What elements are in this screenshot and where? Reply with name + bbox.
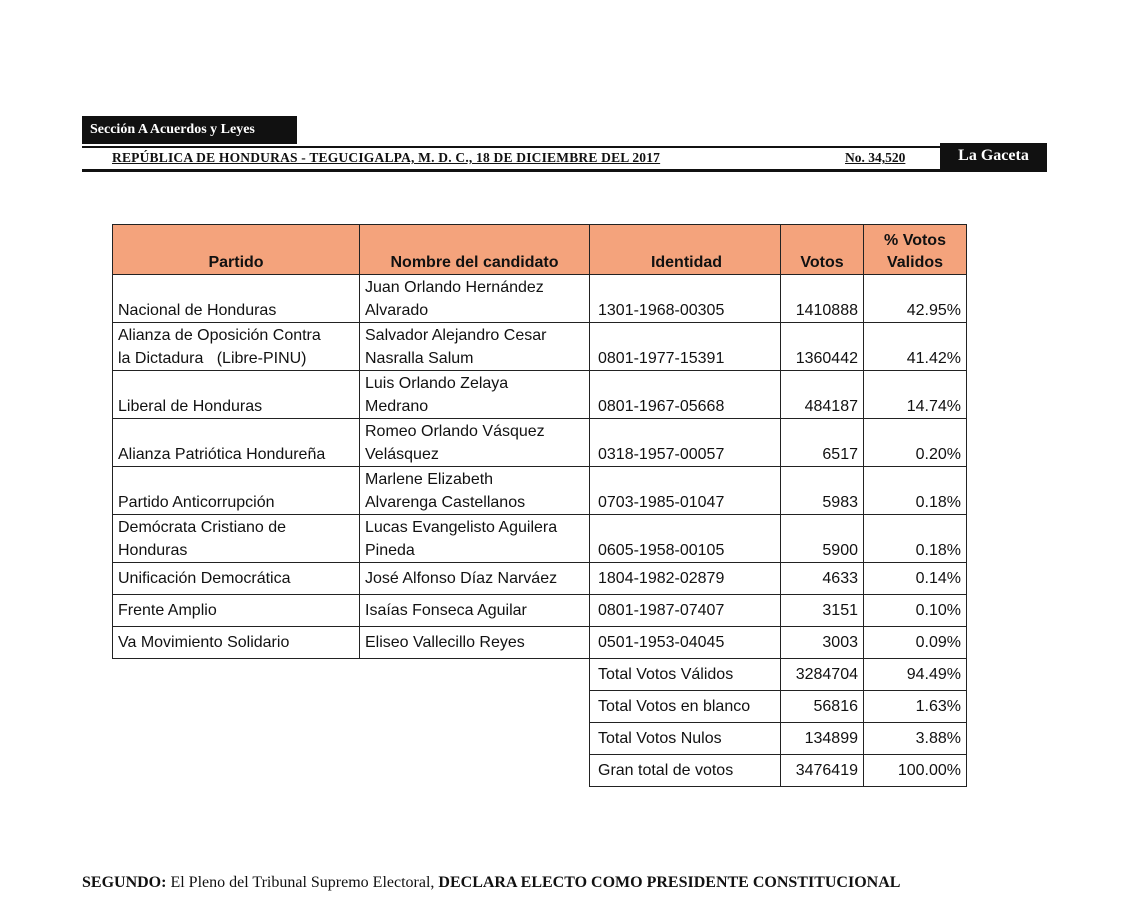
col-header-porcentaje	[864, 225, 967, 275]
cell-candidato: Isaías Fonseca Aguilar	[360, 595, 590, 627]
candidato-line-1: Salvador Alejandro Cesar	[365, 327, 547, 344]
cell-identidad: 1804-1982-02879	[590, 563, 781, 595]
table-row	[113, 419, 967, 467]
cell-candidato	[360, 467, 590, 515]
cell-votos: 5983	[781, 467, 864, 515]
candidato-line-2: Alvarado	[365, 302, 429, 319]
candidato-line-2: Medrano	[365, 398, 429, 415]
total-label: Total Votos Válidos	[590, 659, 781, 691]
totals-row	[113, 659, 967, 691]
candidato-line-1: Marlene Elizabeth	[365, 471, 494, 488]
cell-identidad: 0703-1985-01047	[590, 467, 781, 515]
cell-porcentaje: 0.20%	[864, 419, 967, 467]
publication-name: La Gaceta	[940, 143, 1047, 172]
total-votos: 3476419	[781, 755, 864, 787]
totals-row	[113, 691, 967, 723]
col-header-candidato: Nombre del candidato	[360, 225, 590, 275]
blank-cell	[113, 659, 590, 691]
cell-votos: 5900	[781, 515, 864, 563]
cell-porcentaje: 42.95%	[864, 275, 967, 323]
cell-identidad: 0605-1958-00105	[590, 515, 781, 563]
total-label: Total Votos en blanco	[590, 691, 781, 723]
total-porcentaje: 94.49%	[864, 659, 967, 691]
table-row	[113, 323, 967, 371]
election-results-table	[112, 224, 967, 787]
cell-partido: Va Movimiento Solidario	[113, 627, 360, 659]
cell-votos: 1360442	[781, 323, 864, 371]
cell-identidad: 0501-1953-04045	[590, 627, 781, 659]
cell-votos: 484187	[781, 371, 864, 419]
total-porcentaje: 100.00%	[864, 755, 967, 787]
col-header-porcentaje-l1: % Votos	[884, 232, 946, 249]
footer-paragraph	[82, 874, 900, 892]
cell-identidad: 0318-1957-00057	[590, 419, 781, 467]
cell-votos: 1410888	[781, 275, 864, 323]
cell-partido	[113, 323, 360, 371]
cell-votos: 6517	[781, 419, 864, 467]
candidato-line-1: Romeo Orlando Vásquez	[365, 423, 545, 440]
footer-emphasis: DECLARA ELECTO COMO PRESIDENTE CONSTITUCIONAL	[438, 874, 901, 891]
partido-line-1: Alianza de Oposición Contra	[118, 327, 321, 344]
footer-body: El Pleno del Tribunal Supremo Electoral,	[166, 874, 439, 891]
col-header-identidad: Identidad	[590, 225, 781, 275]
candidato-line-2: Pineda	[365, 542, 415, 559]
cell-porcentaje: 0.18%	[864, 467, 967, 515]
candidato-line-2: Nasralla Salum	[365, 350, 474, 367]
cell-candidato	[360, 515, 590, 563]
cell-candidato	[360, 275, 590, 323]
issue-number: No. 34,520	[845, 150, 906, 165]
partido-line-1: Demócrata Cristiano de	[118, 519, 287, 536]
partido-line-2: la Dictadura (Libre-PINU)	[118, 350, 307, 367]
total-label: Gran total de votos	[590, 755, 781, 787]
table-row	[113, 563, 967, 595]
total-votos: 56816	[781, 691, 864, 723]
cell-partido: Alianza Patriótica Hondureña	[113, 419, 360, 467]
blank-cell	[113, 755, 590, 787]
cell-partido: Partido Anticorrupción	[113, 467, 360, 515]
partido-line-2: Honduras	[118, 542, 188, 559]
total-porcentaje: 3.88%	[864, 723, 967, 755]
cell-candidato: Eliseo Vallecillo Reyes	[360, 627, 590, 659]
candidato-line-2: Alvarenga Castellanos	[365, 494, 526, 511]
table-header-row	[113, 225, 967, 275]
table-row	[113, 595, 967, 627]
cell-identidad: 0801-1967-05668	[590, 371, 781, 419]
table-row	[113, 371, 967, 419]
cell-identidad: 1301-1968-00305	[590, 275, 781, 323]
footer-lead: SEGUNDO:	[82, 874, 167, 891]
cell-votos: 4633	[781, 563, 864, 595]
total-porcentaje: 1.63%	[864, 691, 967, 723]
cell-identidad: 0801-1987-07407	[590, 595, 781, 627]
totals-row	[113, 755, 967, 787]
cell-votos: 3151	[781, 595, 864, 627]
cell-candidato: José Alfonso Díaz Narváez	[360, 563, 590, 595]
total-votos: 134899	[781, 723, 864, 755]
col-header-partido: Partido	[113, 225, 360, 275]
cell-candidato	[360, 323, 590, 371]
candidato-line-2: Velásquez	[365, 446, 439, 463]
cell-porcentaje: 0.18%	[864, 515, 967, 563]
cell-porcentaje: 0.14%	[864, 563, 967, 595]
cell-partido: Nacional de Honduras	[113, 275, 360, 323]
col-header-porcentaje-l2: Validos	[886, 254, 944, 271]
cell-votos: 3003	[781, 627, 864, 659]
candidato-line-1: Juan Orlando Hernández	[365, 279, 544, 296]
table-row	[113, 627, 967, 659]
candidato-line-1: Lucas Evangelisto Aguilera	[365, 519, 558, 536]
cell-candidato	[360, 371, 590, 419]
cell-candidato	[360, 419, 590, 467]
total-label: Total Votos Nulos	[590, 723, 781, 755]
section-tag: Sección A Acuerdos y Leyes	[82, 116, 297, 144]
cell-partido: Liberal de Honduras	[113, 371, 360, 419]
header-dateline: REPÚBLICA DE HONDURAS - TEGUCIGALPA, M. D. C., 18 DE DICIEMBRE DEL 2017	[112, 150, 661, 165]
cell-porcentaje: 14.74%	[864, 371, 967, 419]
cell-partido: Frente Amplio	[113, 595, 360, 627]
cell-identidad: 0801-1977-15391	[590, 323, 781, 371]
cell-porcentaje: 41.42%	[864, 323, 967, 371]
cell-porcentaje: 0.10%	[864, 595, 967, 627]
blank-cell	[113, 691, 590, 723]
cell-porcentaje: 0.09%	[864, 627, 967, 659]
cell-partido	[113, 515, 360, 563]
col-header-votos: Votos	[781, 225, 864, 275]
blank-cell	[113, 723, 590, 755]
table-row	[113, 515, 967, 563]
totals-row	[113, 723, 967, 755]
total-votos: 3284704	[781, 659, 864, 691]
table-row	[113, 275, 967, 323]
table-row	[113, 467, 967, 515]
candidato-line-1: Luis Orlando Zelaya	[365, 375, 509, 392]
cell-partido: Unificación Democrática	[113, 563, 360, 595]
